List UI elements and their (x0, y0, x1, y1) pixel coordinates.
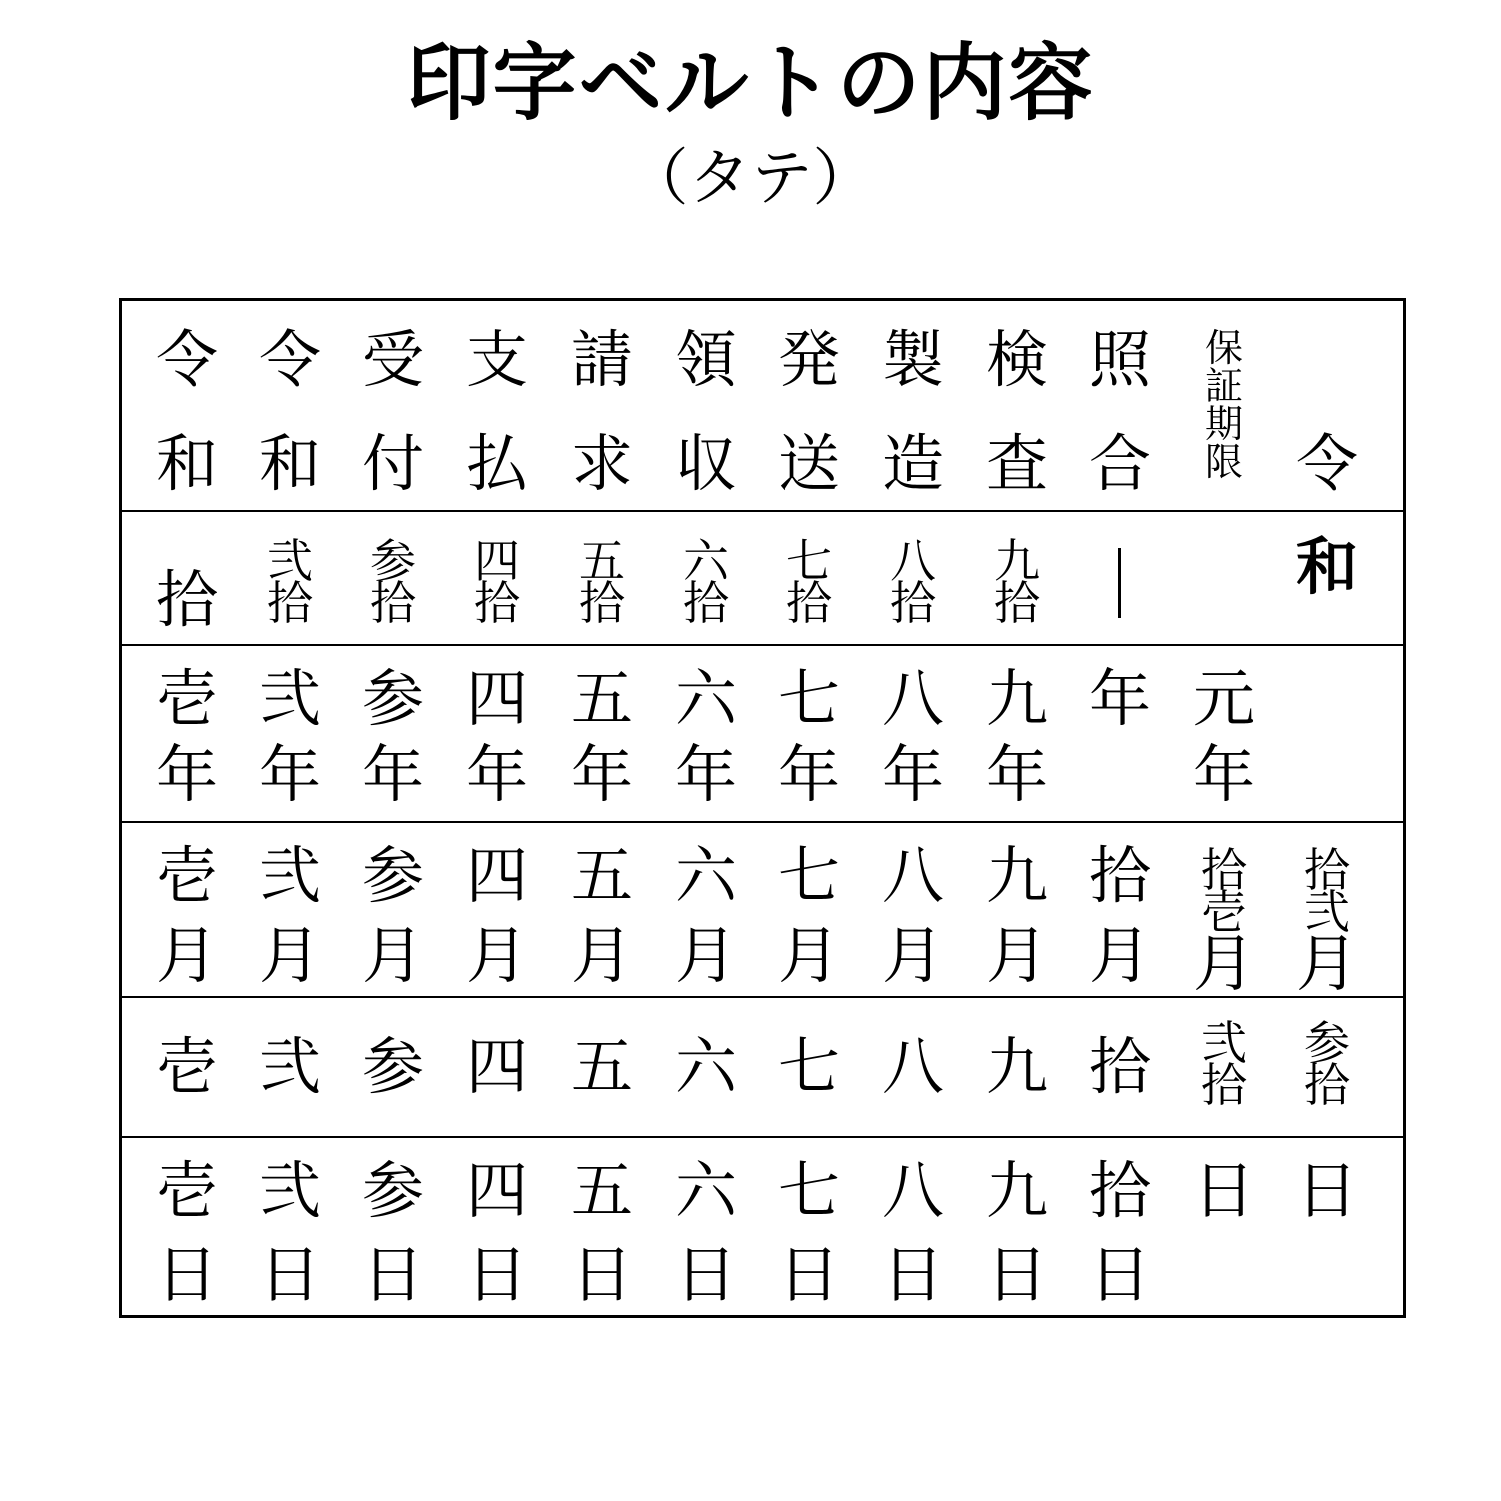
belt-cell (1172, 646, 1276, 821)
belt-glyph: 査 (985, 427, 1048, 500)
belt-glyph: 四 (474, 534, 520, 588)
belt-glyph: 五 (570, 1154, 633, 1227)
belt-glyph: 検 (985, 323, 1048, 396)
belt-cell (445, 1138, 549, 1315)
belt-glyph: 照 (1088, 323, 1151, 396)
belt-cell (1068, 301, 1172, 510)
belt-cell (135, 998, 239, 1136)
belt-glyph: 保 (1204, 326, 1243, 370)
belt-glyph: 六 (674, 1030, 737, 1103)
belt-cell (757, 301, 861, 510)
belt-glyph: 日 (985, 1238, 1048, 1311)
belt-cell (861, 1138, 965, 1315)
belt-cell (135, 301, 239, 510)
belt-glyph: 八 (881, 1154, 944, 1227)
belt-cell (1172, 998, 1276, 1136)
belt-glyph: 弐 (258, 662, 321, 735)
belt-glyph: 月 (1295, 927, 1358, 1000)
belt-glyph: 月 (570, 919, 633, 992)
belt-glyph: 年 (155, 738, 218, 811)
belt-glyph: 月 (1192, 927, 1255, 1000)
belt-cell (550, 301, 654, 510)
belt-glyph: 参 (361, 839, 424, 912)
belt-cell (965, 512, 1069, 644)
belt-cell (1172, 512, 1276, 644)
belt-cell (654, 646, 758, 821)
belt-cell (445, 998, 549, 1136)
belt-glyph: 拾 (1088, 1154, 1151, 1227)
belt-glyph: 受 (361, 323, 424, 396)
belt-cell (1275, 646, 1379, 821)
belt-glyph: 月 (985, 919, 1048, 992)
belt-glyph: 拾 (155, 563, 218, 636)
belt-glyph: 六 (674, 662, 737, 735)
belt-cell (1275, 512, 1379, 644)
belt-glyph: 拾 (890, 576, 936, 630)
belt-glyph: 年 (985, 738, 1048, 811)
belt-glyph: 月 (674, 919, 737, 992)
belt-glyph: 七 (777, 662, 840, 735)
belt-glyph: 請 (570, 323, 633, 396)
belt-glyph: 八 (881, 1030, 944, 1103)
belt-glyph: 年 (570, 738, 633, 811)
belt-glyph: 拾 (1304, 1058, 1350, 1112)
belt-glyph: 弐 (1201, 1016, 1247, 1070)
belt-cell (757, 646, 861, 821)
belt-glyph: 弐 (267, 534, 313, 588)
belt-glyph: 月 (361, 919, 424, 992)
belt-cell (445, 512, 549, 644)
belt-cell (445, 301, 549, 510)
belt-cell (654, 1138, 758, 1315)
belt-cell (135, 646, 239, 821)
page-subtitle: （タテ） (626, 141, 875, 214)
belt-cell (238, 998, 342, 1136)
belt-row-document-type (122, 301, 1403, 512)
belt-glyph: 六 (674, 1154, 737, 1227)
belt-glyph: 日 (881, 1238, 944, 1311)
belt-glyph: 弐 (258, 839, 321, 912)
belt-glyph: 七 (777, 1030, 840, 1103)
belt-glyph: 九 (985, 1030, 1048, 1103)
belt-glyph: 年 (777, 738, 840, 811)
belt-glyph: 七 (786, 534, 832, 588)
belt-glyph: 九 (985, 662, 1048, 735)
belt-row-year-ones (122, 646, 1403, 823)
belt-cell (861, 646, 965, 821)
belt-glyph: 拾 (474, 576, 520, 630)
belt-cell (654, 512, 758, 644)
belt-glyph: 元 (1192, 662, 1255, 735)
belt-cell (757, 1138, 861, 1315)
belt-glyph: 拾 (1304, 843, 1350, 897)
belt-glyph: 八 (881, 662, 944, 735)
belt-glyph: 五 (570, 1030, 633, 1103)
belt-glyph: 四 (465, 839, 528, 912)
belt-cell (654, 301, 758, 510)
belt-cell (1275, 1138, 1379, 1315)
belt-glyph: 合 (1088, 427, 1151, 500)
belt-glyph: 壱 (1201, 885, 1247, 939)
belt-cell (445, 646, 549, 821)
belt-glyph: 年 (881, 738, 944, 811)
belt-row-day-tens (122, 998, 1403, 1138)
belt-glyph: 弐 (1304, 885, 1350, 939)
belt-glyph: 送 (777, 427, 840, 500)
belt-glyph: 壱 (155, 662, 218, 735)
separator-bar (1118, 548, 1121, 618)
belt-cell (1068, 998, 1172, 1136)
belt-cell (965, 301, 1069, 510)
belt-glyph: 拾 (1088, 1030, 1151, 1103)
belt-glyph: 五 (579, 534, 625, 588)
belt-glyph: 拾 (1201, 843, 1247, 897)
belt-cell (550, 646, 654, 821)
belt-cell (341, 1138, 445, 1315)
belt-glyph: 月 (155, 919, 218, 992)
belt-glyph: 和 (1295, 530, 1358, 603)
belt-cell (238, 1138, 342, 1315)
belt-cell (1068, 512, 1172, 644)
belt-cell (341, 646, 445, 821)
belt-glyph: 壱 (155, 839, 218, 912)
belt-cell (1068, 1138, 1172, 1315)
belt-cell (861, 301, 965, 510)
belt-cell (654, 998, 758, 1136)
belt-cell (1068, 646, 1172, 821)
belt-glyph: 日 (1192, 1154, 1255, 1227)
belt-glyph: 四 (465, 1154, 528, 1227)
belt-glyph: 参 (361, 1154, 424, 1227)
belt-glyph: 和 (258, 427, 321, 500)
belt-cell (965, 1138, 1069, 1315)
belt-cell (1172, 301, 1276, 510)
belt-glyph: 壱 (155, 1030, 218, 1103)
belt-cell (445, 823, 549, 996)
belt-cell (757, 998, 861, 1136)
belt-cell (965, 646, 1069, 821)
belt-glyph: 四 (465, 662, 528, 735)
belt-cell (861, 823, 965, 996)
belt-cell (1172, 823, 1276, 1000)
belt-row-day-ones (122, 1138, 1403, 1315)
belt-cell (238, 646, 342, 821)
belt-glyph: 七 (777, 839, 840, 912)
belt-glyph: 拾 (1088, 839, 1151, 912)
belt-glyph: 収 (674, 427, 737, 500)
belt-glyph: 日 (1295, 1154, 1358, 1227)
belt-glyph: 九 (994, 534, 1040, 588)
belt-cell (135, 1138, 239, 1315)
belt-glyph: 求 (570, 427, 633, 500)
belt-glyph: 壱 (155, 1154, 218, 1227)
belt-cell (1275, 998, 1379, 1136)
belt-glyph: 領 (674, 323, 737, 396)
belt-glyph: 六 (674, 839, 737, 912)
belt-glyph: 年 (258, 738, 321, 811)
belt-cell (1068, 823, 1172, 996)
belt-glyph: 払 (465, 427, 528, 500)
belt-glyph: 造 (881, 427, 944, 500)
belt-glyph: 八 (881, 839, 944, 912)
belt-cell (238, 823, 342, 996)
belt-glyph: 年 (1088, 662, 1151, 735)
belt-cell (341, 823, 445, 996)
belt-glyph: 日 (465, 1238, 528, 1311)
belt-cell (861, 998, 965, 1136)
belt-glyph: 六 (683, 534, 729, 588)
belt-glyph: 製 (881, 323, 944, 396)
belt-glyph: 年 (465, 738, 528, 811)
belt-glyph: 年 (674, 738, 737, 811)
belt-cell (965, 823, 1069, 996)
belt-glyph: 日 (155, 1238, 218, 1311)
belt-glyph: 拾 (786, 576, 832, 630)
belt-glyph: 付 (361, 427, 424, 500)
belt-glyph: 月 (777, 919, 840, 992)
belt-glyph: 限 (1204, 440, 1243, 484)
belt-glyph: 参 (370, 534, 416, 588)
belt-glyph: 和 (155, 427, 218, 500)
belt-glyph: 九 (985, 1154, 1048, 1227)
belt-glyph: 拾 (579, 576, 625, 630)
belt-glyph: 九 (985, 839, 1048, 912)
belt-glyph: 日 (674, 1238, 737, 1311)
belt-cell (757, 512, 861, 644)
print-belt-table (119, 298, 1406, 1318)
belt-glyph: 五 (570, 662, 633, 735)
belt-glyph: 月 (881, 919, 944, 992)
belt-glyph: 八 (890, 534, 936, 588)
belt-glyph: 月 (1088, 919, 1151, 992)
belt-row-month (122, 823, 1403, 998)
belt-glyph: 日 (570, 1238, 633, 1311)
belt-glyph: 弐 (258, 1030, 321, 1103)
belt-glyph: 参 (1304, 1016, 1350, 1070)
belt-cell (135, 512, 239, 644)
belt-glyph: 日 (777, 1238, 840, 1311)
belt-glyph: 日 (258, 1238, 321, 1311)
belt-glyph: 月 (258, 919, 321, 992)
belt-cell (965, 998, 1069, 1136)
belt-cell (550, 1138, 654, 1315)
belt-cell (550, 512, 654, 644)
belt-glyph: 七 (777, 1154, 840, 1227)
belt-cell (1172, 1138, 1276, 1315)
belt-glyph: 令 (155, 323, 218, 396)
belt-cell (1275, 301, 1379, 510)
belt-cell (1275, 823, 1379, 1000)
belt-glyph: 拾 (683, 576, 729, 630)
belt-glyph: 令 (1295, 427, 1358, 500)
belt-glyph: 参 (361, 662, 424, 735)
belt-glyph: 証 (1204, 364, 1243, 408)
belt-cell (861, 512, 965, 644)
page-title: 印字ベルトの内容 (406, 34, 1095, 132)
belt-cell (550, 823, 654, 996)
belt-glyph: 期 (1204, 402, 1243, 446)
belt-glyph: 月 (465, 919, 528, 992)
belt-row-year-tens (122, 512, 1403, 646)
belt-glyph: 弐 (258, 1154, 321, 1227)
belt-glyph: 五 (570, 839, 633, 912)
belt-cell (341, 512, 445, 644)
belt-cell (135, 823, 239, 996)
belt-cell (238, 301, 342, 510)
belt-glyph: 年 (361, 738, 424, 811)
belt-cell (238, 512, 342, 644)
belt-glyph: 拾 (994, 576, 1040, 630)
belt-cell (341, 301, 445, 510)
belt-cell (757, 823, 861, 996)
belt-glyph: 年 (1192, 738, 1255, 811)
belt-glyph: 拾 (370, 576, 416, 630)
belt-glyph: 令 (258, 323, 321, 396)
belt-glyph: 発 (777, 323, 840, 396)
belt-glyph: 拾 (267, 576, 313, 630)
belt-cell (550, 998, 654, 1136)
belt-cell (341, 998, 445, 1136)
belt-glyph: 拾 (1201, 1058, 1247, 1112)
belt-glyph: 四 (465, 1030, 528, 1103)
belt-cell (654, 823, 758, 996)
belt-glyph: 参 (361, 1030, 424, 1103)
belt-glyph: 日 (361, 1238, 424, 1311)
belt-glyph: 支 (465, 323, 528, 396)
belt-glyph: 日 (1088, 1238, 1151, 1311)
